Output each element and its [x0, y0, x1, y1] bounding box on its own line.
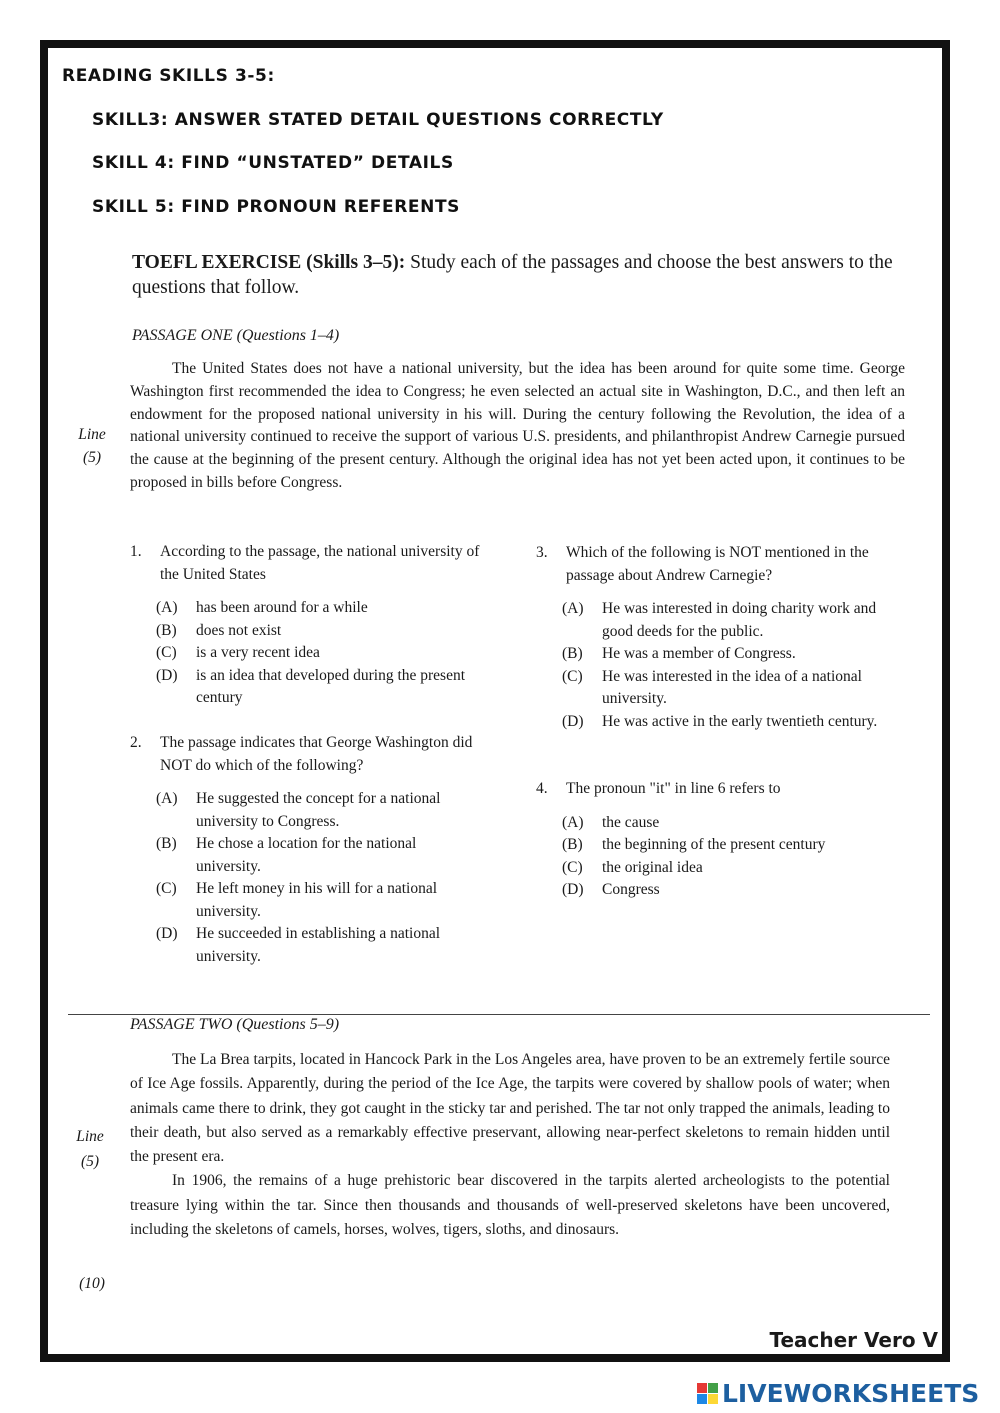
- exercise-instruction: Study each of the passages and choose the best answers to the questions that follow.: [132, 252, 893, 298]
- question-stem: The pronoun "it" in line 6 refers to: [566, 780, 781, 797]
- teacher-signature: Teacher Vero V: [769, 1328, 938, 1352]
- passage-one-line-label: Line: [78, 426, 106, 443]
- passage-one-paragraph: The United States does not have a national university, but the idea has been around for quite some time. George Washington first recommended the idea to Congress; he even selected an actual site in Washington, D.C., and then left an endowment for the proposed national university in his will. During the century following the Revolution, the idea of a national university continued to receive the support of various U.S. presidents, and philanthropist Andrew Carnegie pursued the cause at the beginning of the present century. Although the original idea has not yet been acted upon, it continues to be proposed in bills before Congress.: [130, 360, 905, 491]
- passage-two-paragraph-2: In 1906, the remains of a huge prehistoric bear discovered in the tarpits alerted archeologists to the potential treasure lying within the tar. Since then thousands and thousands of well-preserved skeletons have been uncovered, including the skeletons of camels, horses, wolves, tigers, sloths, and dinosaurs.: [130, 1172, 890, 1239]
- question-number: 2.: [130, 734, 142, 751]
- option-label: (B): [562, 645, 583, 662]
- brand-name: LIVEWORKSHEETS: [722, 1379, 980, 1408]
- answer-option-c[interactable]: [156, 642, 480, 665]
- logo-square: [708, 1383, 718, 1393]
- answer-option-b[interactable]: [562, 643, 911, 666]
- option-label: (D): [562, 881, 584, 898]
- option-text: He was interested in doing charity work and good deeds for the public.: [602, 600, 877, 640]
- question-4: [536, 778, 911, 902]
- option-label: (B): [156, 835, 177, 852]
- question-stem: According to the passage, the national university of the United States: [160, 543, 480, 583]
- answer-option-d[interactable]: [562, 711, 911, 734]
- logo-square: [708, 1394, 718, 1404]
- answer-option-c[interactable]: [562, 857, 911, 880]
- question-3: [536, 542, 911, 733]
- worksheet-title: READING SKILLS 3-5:: [62, 66, 275, 86]
- option-label: (A): [562, 813, 584, 831]
- skill-3-heading: SKILL3: ANSWER STATED DETAIL QUESTIONS CORRECTLY: [92, 110, 664, 130]
- answer-option-c[interactable]: [156, 878, 480, 923]
- question-stem: Which of the following is NOT mentioned in the passage about Andrew Carnegie?: [566, 544, 869, 584]
- option-text: He was interested in the idea of a national university.: [602, 667, 862, 707]
- answer-option-d[interactable]: [156, 923, 480, 968]
- passage-two-text: [130, 1048, 890, 1242]
- liveworksheets-logo-icon: [697, 1383, 718, 1404]
- option-label: (D): [562, 712, 584, 730]
- answer-option-c[interactable]: [562, 666, 911, 711]
- answer-option-a[interactable]: [156, 788, 480, 833]
- logo-square: [697, 1394, 707, 1404]
- option-text: He succeeded in establishing a national university.: [196, 925, 441, 965]
- passage-one-text: [130, 358, 905, 495]
- option-text: has been around for a while: [196, 599, 368, 616]
- answer-option-b[interactable]: [156, 620, 480, 643]
- option-text: He chose a location for the national university.: [196, 835, 417, 875]
- option-label: (A): [156, 790, 178, 807]
- option-text: He was active in the early twentieth century.: [602, 712, 878, 730]
- option-text: is an idea that developed during the present century: [196, 666, 466, 706]
- option-text: does not exist: [196, 621, 282, 639]
- option-text: the original idea: [602, 858, 703, 876]
- passage-two-line-label: Line: [76, 1128, 104, 1145]
- passage-two-title: PASSAGE TWO (Questions 5–9): [130, 1016, 340, 1033]
- question-number: 3.: [536, 544, 548, 561]
- skill-4-heading: SKILL 4: FIND “UNSTATED” DETAILS: [92, 153, 454, 173]
- answer-option-b[interactable]: [156, 833, 480, 878]
- option-text: He left money in his will for a national university.: [196, 880, 438, 920]
- passage-two-line-10: (10): [79, 1275, 105, 1292]
- answer-option-b[interactable]: [562, 834, 911, 857]
- passage-one-line-5: (5): [82, 449, 102, 466]
- option-text: is a very recent idea: [196, 644, 320, 661]
- option-text: the cause: [602, 813, 660, 831]
- passage-two-paragraph-1: The La Brea tarpits, located in Hancock Park in the Los Angeles area, have proven to be an extremely fertile source of Ice Age fossils. Apparently, during the period of the Ice Age, the tarpits were covered by shallow pools of water; when animals came there to drink, they got caught in the sticky tar and perished. The tar not only trapped the animals, leading to their death, but also served as a remarkably effective preservant, allowing near-perfect skeletons to remain hidden until the present era.: [130, 1051, 890, 1166]
- answer-option-a[interactable]: [562, 598, 911, 643]
- option-label: (C): [562, 858, 583, 876]
- section-divider: [68, 1014, 930, 1015]
- logo-square: [697, 1383, 707, 1393]
- option-text: He was a member of Congress.: [602, 645, 796, 662]
- question-2: [130, 732, 480, 968]
- option-label: (D): [156, 925, 178, 942]
- option-label: (D): [156, 666, 178, 684]
- question-number: 1.: [130, 543, 142, 560]
- answer-option-a[interactable]: [562, 812, 911, 835]
- passage-two-line-5: (5): [80, 1153, 100, 1170]
- option-label: (C): [156, 880, 177, 897]
- option-label: (C): [562, 667, 583, 685]
- option-label: (A): [156, 599, 178, 616]
- answer-option-a[interactable]: [156, 597, 480, 620]
- exercise-instructions: [132, 250, 912, 300]
- skill-5-heading: SKILL 5: FIND PRONOUN REFERENTS: [92, 197, 460, 217]
- option-label: (C): [156, 644, 177, 661]
- passage-one-title: PASSAGE ONE (Questions 1–4): [132, 327, 340, 344]
- option-label: (B): [156, 621, 177, 639]
- option-text: the beginning of the present century: [602, 836, 826, 853]
- answer-option-d[interactable]: [562, 879, 911, 902]
- option-text: He suggested the concept for a national university to Congress.: [196, 790, 441, 830]
- option-text: Congress: [602, 881, 660, 898]
- question-number: 4.: [536, 780, 548, 797]
- exercise-label: TOEFL EXERCISE (Skills 3–5):: [132, 252, 406, 273]
- answer-option-d[interactable]: [156, 665, 480, 710]
- option-label: (B): [562, 836, 583, 853]
- liveworksheets-brand[interactable]: [697, 1379, 979, 1408]
- option-label: (A): [562, 600, 584, 617]
- question-1: [130, 541, 480, 710]
- question-stem: The passage indicates that George Washington did NOT do which of the following?: [160, 734, 473, 774]
